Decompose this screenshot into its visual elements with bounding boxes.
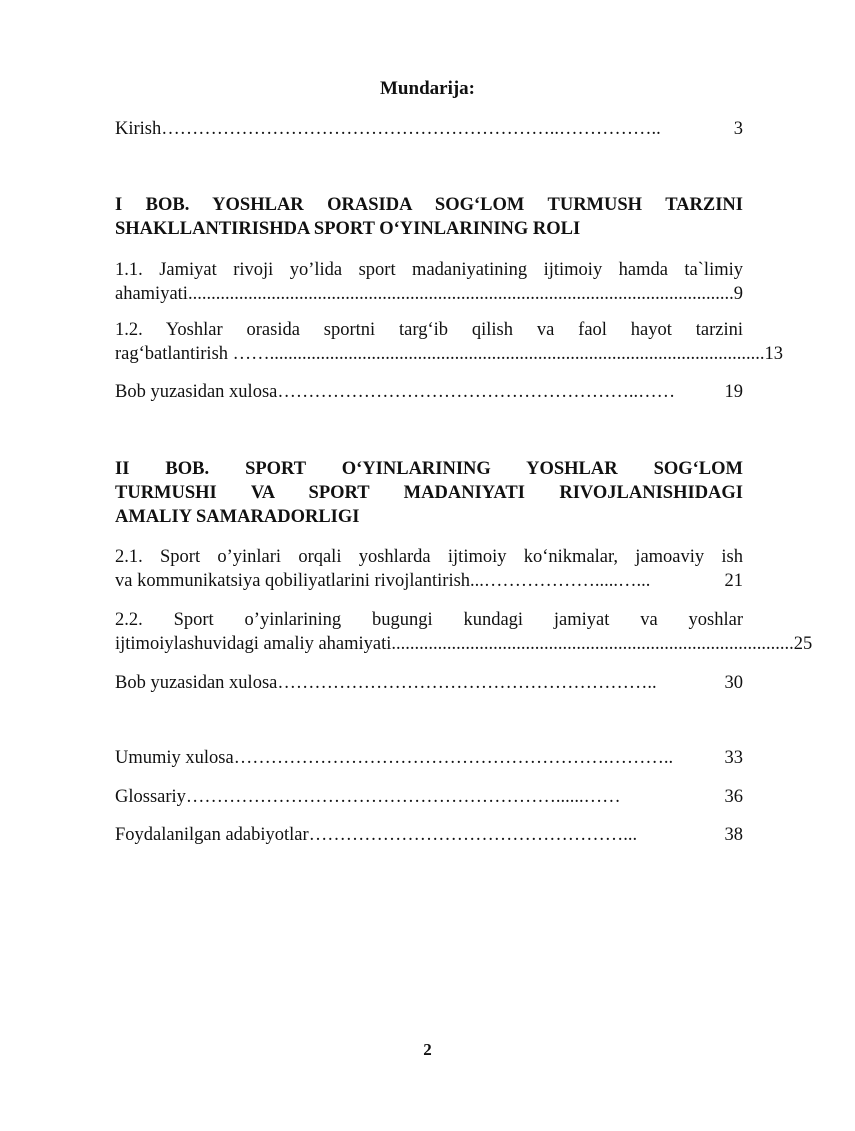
chapter-1-heading-line-2[interactable]: SHAKLLANTIRISHDA SPORT O‘YINLARINING ROLI [115, 219, 581, 239]
toc-entry-2-2-line-1[interactable]: 2.2. Sport o’yinlarining bugungi kundagi jamiyat va yoshlar [115, 610, 743, 630]
toc-entry-label: ahamiyati [115, 284, 188, 304]
toc-entry-glossary[interactable] [115, 785, 743, 810]
toc-title: Mundarija: [380, 78, 475, 99]
dot-leader: …………………………………………………….……….. [233, 748, 674, 768]
toc-entry-label: Kirish [115, 119, 162, 139]
toc-page-number: 33 [724, 748, 743, 768]
toc-page-number: 21 [724, 571, 743, 591]
dot-leader: …………………………………………………..…… [277, 382, 676, 402]
toc-entry-label: rag‘batlantirish …… [115, 344, 270, 364]
toc-entry-label: Bob yuzasidan xulosa [115, 382, 278, 402]
toc-entry-1-2-line-1[interactable]: 1.2. Yoshlar orasida sportni targ‘ib qilish va faol hayot tarzini [115, 320, 743, 340]
toc-entry-2-1-line-2[interactable] [115, 569, 743, 594]
toc-page-number: 13 [764, 344, 784, 364]
toc-page-number: 19 [724, 382, 743, 402]
toc-page-number: 30 [724, 673, 743, 693]
toc-entry-label: Foydalanilgan adabiyotlar [115, 825, 309, 845]
chapter-2-heading-line-3[interactable]: AMALIY SAMARADORLIGI [115, 507, 360, 527]
page-number: 2 [423, 1040, 432, 1059]
toc-entry-label: Bob yuzasidan xulosa [115, 673, 278, 693]
toc-entry-1-1-line-1[interactable]: 1.1. Jamiyat rivoji yo’lida sport madaniyatining ijtimoiy hamda ta`limiy [115, 260, 743, 280]
toc-entry-intro[interactable] [115, 117, 743, 142]
toc-entry-label: Umumiy xulosa [115, 748, 234, 768]
toc-page-number: 36 [724, 787, 743, 807]
toc-page-number: 25 [793, 634, 813, 654]
dot-leader: ....................................................................................... [391, 634, 794, 654]
toc-entry-chapter-2-summary[interactable] [115, 671, 743, 696]
dot-leader: ……………………………………………………......…… [185, 787, 621, 807]
toc-entry-chapter-1-summary[interactable] [115, 380, 743, 405]
chapter-2-heading-line-2[interactable]: TURMUSHI VA SPORT MADANIYATI RIVOJLANISHIDAGI [115, 483, 743, 503]
chapter-2-heading-line-1[interactable]: II BOB. SPORT O‘YINLARINING YOSHLAR SOG‘LOM [115, 459, 743, 479]
toc-page-number: 38 [724, 825, 743, 845]
dot-leader: ……………………………………………... [308, 825, 638, 845]
toc-page-number: 3 [733, 119, 743, 139]
dot-leader: ...................................................................................................................... [187, 284, 734, 304]
toc-entry-conclusion[interactable] [115, 746, 743, 771]
toc-entry-label: va kommunikatsiya qobiliyatlarini rivojlantirish... [115, 571, 484, 591]
toc-entry-label: Glossariy [115, 787, 186, 807]
toc-entry-1-1-line-2[interactable] [115, 282, 743, 307]
toc-entry-2-1-line-1[interactable]: 2.1. Sport o’yinlari orqali yoshlarda ijtimoiy ko‘nikmalar, jamoaviy ish [115, 547, 743, 567]
toc-entry-2-2-line-2[interactable] [115, 632, 813, 657]
chapter-1-heading-line-1[interactable]: I BOB. YOSHLAR ORASIDA SOG‘LOM TURMUSH TARZINI [115, 195, 743, 215]
dot-leader: ………………………………………………………..…………….. [161, 119, 661, 139]
toc-page-number: 9 [733, 284, 743, 304]
toc-entry-references[interactable] [115, 823, 743, 848]
dot-leader: …………………………………………………….. [277, 673, 657, 693]
toc-entry-label: ijtimoiylashuvidagi amaliy ahamiyati [115, 634, 392, 654]
dot-leader: ........................................................................................................... [269, 344, 765, 364]
dot-leader: ……………….....…... [483, 571, 651, 591]
toc-entry-1-2-line-2[interactable] [115, 342, 784, 367]
